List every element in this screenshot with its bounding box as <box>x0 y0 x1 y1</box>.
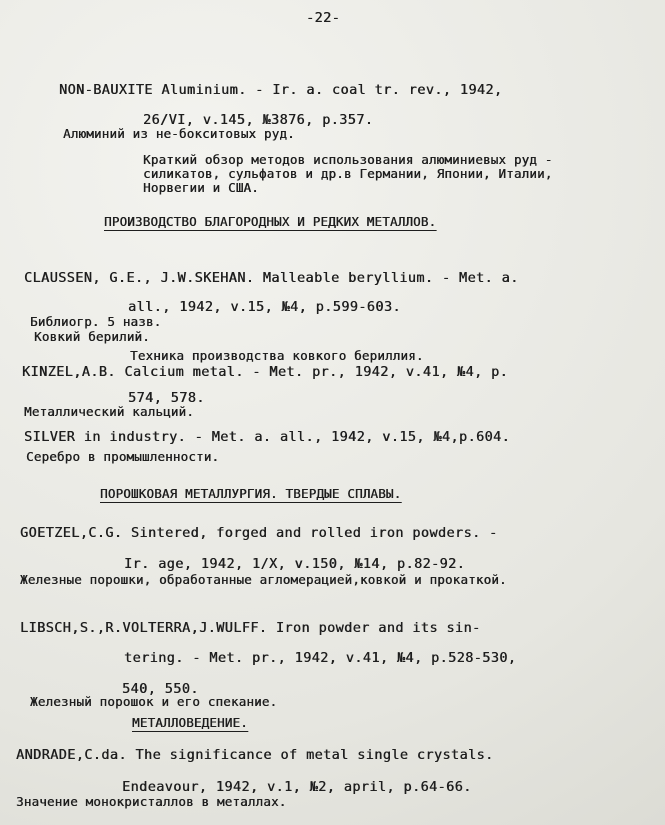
entry-kinzel-ru-title: Металлический кальций. <box>24 404 194 419</box>
entry-kinzel-source: 574, 578. <box>128 390 205 406</box>
entry-nonbauxite-citation: NON-BAUXITE Aluminium. - Ir. a. coal tr. rev., 1942, <box>59 82 503 98</box>
entry-kinzel-citation: KINZEL,A.B. Calcium metal. - Met. pr., 1942, v.41, №4, p. <box>22 364 509 380</box>
entry-claussen-annotation: Техника производства ковкого бериллия. <box>130 348 424 363</box>
page-number: -22- <box>306 10 341 26</box>
entry-libsch-ru-title: Железный порошок и его спекание. <box>30 694 278 709</box>
entry-silver-ru-title: Серебро в промышленности. <box>26 449 220 464</box>
section-heading-precious-metals: ПРОИЗВОДСТВО БЛАГОРОДНЫХ И РЕДКИХ МЕТАЛЛОВ. <box>104 214 437 229</box>
entry-claussen-citation: CLAUSSEN, G.E., J.W.SKEHAN. Malleable beryllium. - Met. a. <box>24 270 519 286</box>
entry-libsch-citation: LIBSCH,S.,R.VOLTERRA,J.WULFF. Iron powder and its sin- <box>20 620 481 636</box>
section-heading-powder-metallurgy: ПОРОШКОВАЯ МЕТАЛЛУРГИЯ. ТВЕРДЫЕ СПЛАВЫ. <box>100 486 402 501</box>
entry-nonbauxite-source: 26/VI, v.145, №3876, p.357. <box>143 112 374 128</box>
entry-goetzel-source: Ir. age, 1942, 1/X, v.150, №14, p.82-92. <box>124 556 466 572</box>
entry-andrade-source: Endeavour, 1942, v.1, №2, april, p.64-66. <box>122 779 472 795</box>
entry-nonbauxite-ru-title: Алюминий из не-бокситовых руд. <box>63 126 295 141</box>
entry-claussen-source: all., 1942, v.15, №4, p.599-603. <box>128 299 401 315</box>
entry-silver-citation: SILVER in industry. - Met. a. all., 1942, v.15, №4,p.604. <box>24 429 511 445</box>
entry-libsch-source: tering. - Met. pr., 1942, v.41, №4, p.528-530, <box>124 650 517 666</box>
entry-goetzel-citation: GOETZEL,C.G. Sintered, forged and rolled iron powders. - <box>20 525 498 541</box>
entry-libsch-pages: 540, 550. <box>122 681 199 697</box>
section-heading-metallography: МЕТАЛЛОВЕДЕНИЕ. <box>132 715 248 730</box>
entry-nonbauxite-annotation: Краткий обзор методов использования алюминиевых руд - <box>143 152 553 167</box>
entry-claussen-bibliography: Библиогр. 5 назв. <box>30 314 162 329</box>
entry-goetzel-ru-title: Железные порошки, обработанные агломерацией,ковкой и прокаткой. <box>20 572 507 587</box>
entry-nonbauxite-annotation: силикатов, сульфатов и др.в Германии, Японии, Италии, <box>143 166 553 181</box>
entry-andrade-ru-title: Значение монокристаллов в металлах. <box>16 794 287 809</box>
entry-andrade-citation: ANDRADE,C.da. The significance of metal single crystals. <box>16 747 494 763</box>
entry-claussen-ru-title: Ковкий берилий. <box>34 329 150 344</box>
entry-nonbauxite-annotation: Норвегии и США. <box>143 180 259 195</box>
